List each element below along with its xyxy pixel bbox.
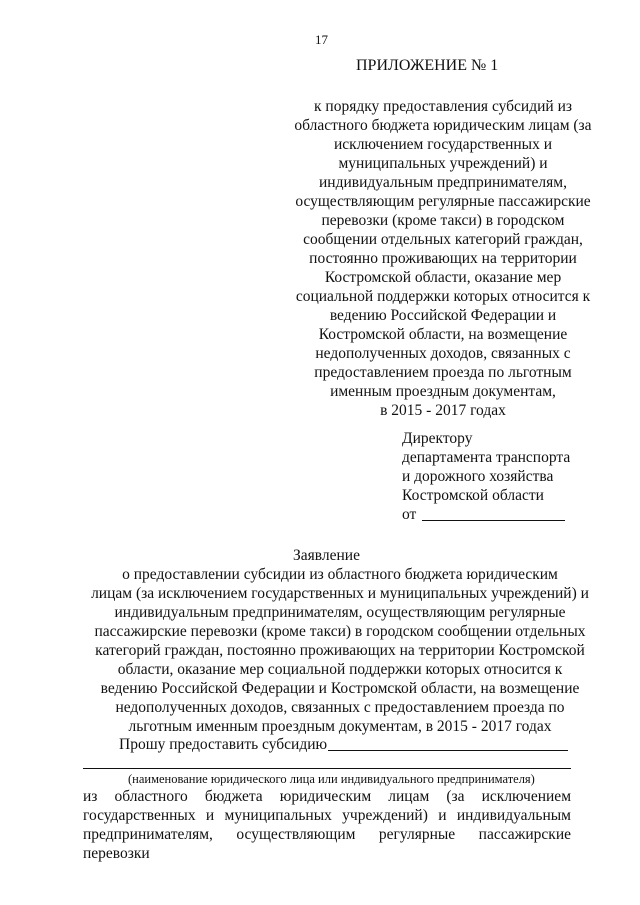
order-line: исключением государственных и — [333, 136, 552, 153]
body-line: из областного бюджета юридическим лицам (за исключением — [83, 788, 571, 805]
applicant-name-field[interactable] — [83, 768, 571, 769]
statement-line: ведению Российской Федерации и Костромской области, на возмещение — [100, 680, 580, 697]
applicant-name-hint: (наименование юридического лица или индивидуального предпринимателя) — [128, 772, 535, 786]
addressee-from-label: от — [402, 506, 417, 523]
addressee-line: Директору — [402, 430, 473, 447]
order-line: областного бюджета юридическим лицам (за — [294, 117, 592, 134]
order-line: Костромской области, оказание мер — [324, 269, 562, 286]
order-line: социальной поддержки которых относится к — [295, 288, 591, 305]
order-line: Костромской области, на возмещение — [318, 326, 568, 343]
order-line: муниципальных учреждений) и — [338, 155, 548, 172]
addressee-line: департамента транспорта — [402, 449, 571, 466]
addressee-from-field[interactable] — [422, 520, 565, 521]
order-line: постоянно проживающих на территории — [309, 250, 577, 267]
statement-line: категорий граждан, постоянно проживающих на территории Костромской — [95, 642, 585, 659]
addressee-line: Костромской области — [402, 487, 544, 504]
addressee-line: и дорожного хозяйства — [402, 468, 554, 485]
appendix-title: ПРИЛОЖЕНИЕ № 1 — [356, 57, 499, 74]
body-line: предпринимателям, осуществляющим регулярные пассажирские перевозки — [83, 826, 571, 862]
order-line: индивидуальным предпринимателям, — [319, 174, 567, 191]
order-line: именным проездным документам, — [330, 383, 556, 400]
page-number: 17 — [315, 32, 328, 47]
subsidy-amount-field[interactable] — [328, 750, 568, 751]
request-label: Прошу предоставить субсидию — [119, 736, 328, 753]
order-line: предоставлением проезда по льготным — [314, 364, 572, 381]
statement-line: пассажирские перевозки (кроме такси) в городском сообщении отдельных — [94, 623, 586, 640]
statement-line: области, оказание мер социальной поддержки которых относится к — [117, 661, 563, 678]
order-line: в 2015 - 2017 годах — [380, 402, 506, 419]
order-line: к порядку предоставления субсидий из — [314, 98, 572, 115]
body-line: государственных и муниципальных учреждений) и индивидуальным — [83, 807, 571, 824]
statement-line: лицам (за исключением государственных и муниципальных учреждений) и — [91, 585, 589, 602]
statement-line: о предоставлении субсидии из областного бюджета юридическим — [122, 566, 558, 583]
order-line: недополученных доходов, связанных с — [315, 345, 571, 362]
order-line: перевозки (кроме такси) в городском — [321, 212, 565, 229]
statement-line: индивидуальным предпринимателям, осуществляющим регулярные — [114, 604, 566, 621]
statement-line: недополученных доходов, связанных с предоставлением проезда по — [115, 699, 565, 716]
order-line: ведению Российской Федерации и — [329, 307, 557, 324]
statement-title: Заявление — [293, 547, 360, 564]
statement-line: льготным именным проездным документам, в 2015 - 2017 годах — [128, 718, 552, 735]
order-line: сообщении отдельных категорий граждан, — [303, 231, 583, 248]
order-line: осуществляющим регулярные пассажирские — [295, 193, 591, 210]
